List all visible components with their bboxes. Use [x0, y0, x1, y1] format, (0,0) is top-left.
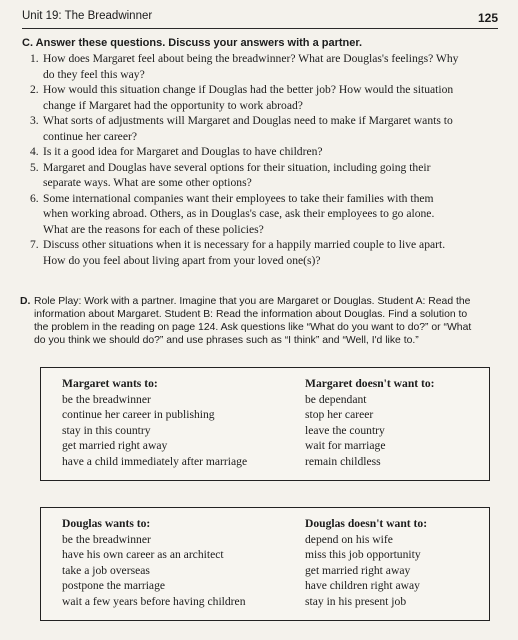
section-d-line: do you think we should do?” and use phrases such as “I think” and “Well, I'd like to.” — [34, 335, 419, 346]
question-list — [30, 51, 510, 268]
douglas-wants-column — [62, 516, 246, 610]
question-line: What sorts of adjustments will Margaret and Douglas need to make if Margaret wants to — [43, 114, 453, 127]
unit-title: Unit 19: The Breadwinner — [22, 10, 153, 22]
question-line: What are the reasons for each of these policies? — [43, 222, 264, 236]
question-number: 6. — [30, 191, 39, 205]
list-item: be dependant — [305, 392, 367, 406]
list-item: remain childless — [305, 454, 381, 468]
question-line: How would this situation change if Douglas had the better job? How would the situation — [43, 83, 454, 96]
question-item — [30, 113, 510, 144]
question-text — [43, 191, 510, 238]
list-item: get married right away — [305, 563, 411, 577]
list-item: be the breadwinner — [62, 392, 151, 406]
question-text — [43, 144, 510, 160]
question-line: continue her career? — [43, 129, 137, 143]
question-item — [30, 160, 510, 191]
question-line: when working abroad. Others, as in Douglas's case, ask their employees to go alone. — [43, 207, 435, 220]
question-number: 5. — [30, 160, 39, 174]
question-item — [30, 191, 510, 238]
section-d-line: the problem in the reading on page 124. Ask questions like “What do you want to do?” or “What — [34, 322, 472, 333]
list-item: leave the country — [305, 423, 385, 437]
question-number: 4. — [30, 145, 39, 158]
list-item: have his own career as an architect — [62, 548, 224, 562]
list-item: have children right away — [305, 579, 420, 593]
question-text — [43, 160, 510, 191]
question-item — [30, 237, 510, 268]
question-text — [43, 82, 510, 113]
question-line: Discuss other situations when it is necessary for a happily married couple to live apart. — [43, 238, 446, 251]
page-header — [22, 10, 498, 29]
list-item: have a child immediately after marriage — [62, 454, 248, 468]
question-line: Is it a good idea for Margaret and Douglas to have children? — [43, 145, 323, 158]
question-number: 3. — [30, 114, 39, 127]
question-text — [43, 113, 510, 144]
list-item: depend on his wife — [305, 532, 393, 546]
margaret-wants-heading: Margaret wants to: — [62, 377, 158, 390]
list-item: stay in his present job — [305, 594, 407, 608]
section-d-line: information about Margaret. Student B: Read the information about Douglas. Find a solution to — [34, 309, 468, 320]
section-c-instruction: Answer these questions. Discuss your answers with a partner. — [35, 37, 363, 49]
question-line: How does Margaret feel about being the breadwinner? What are Douglas's feelings? Why — [43, 52, 459, 65]
list-item: miss this job opportunity — [305, 548, 421, 562]
section-d-instructions — [20, 295, 500, 347]
question-line: Some international companies want their employees to take their families with them — [43, 191, 434, 205]
douglas-role-card — [40, 507, 490, 621]
question-line: change if Margaret had the opportunity to work abroad? — [43, 98, 303, 112]
question-number: 1. — [30, 52, 39, 65]
section-d-letter: D. — [20, 296, 31, 307]
list-item: take a job overseas — [62, 563, 150, 577]
douglas-doesnt-want-column — [305, 516, 427, 610]
question-text — [43, 51, 510, 82]
question-item — [30, 51, 510, 82]
question-line: separate ways. What are some other options? — [43, 176, 252, 189]
section-d-line — [20, 295, 500, 308]
question-number: 2. — [30, 83, 39, 96]
list-item: wait for marriage — [305, 439, 386, 453]
question-number: 7. — [30, 238, 39, 251]
margaret-wants-column — [62, 376, 247, 470]
list-item: postpone the marriage — [62, 579, 166, 593]
list-item: be the breadwinner — [62, 532, 151, 546]
list-item: stop her career — [305, 408, 374, 422]
douglas-wants-heading: Douglas wants to: — [62, 517, 151, 530]
section-c-letter: C. — [22, 37, 33, 49]
margaret-role-card — [40, 367, 490, 481]
question-text — [43, 237, 510, 268]
list-item: wait a few years before having children — [62, 594, 246, 608]
question-line: do they feel this way? — [43, 67, 145, 81]
section-c-heading — [22, 37, 362, 49]
list-item: continue her career in publishing — [62, 408, 215, 422]
question-line: Margaret and Douglas have several options for their situation, including going their — [43, 160, 431, 174]
page-number: 125 — [477, 11, 498, 25]
douglas-doesnt-want-heading: Douglas doesn't want to: — [305, 517, 428, 530]
question-item — [30, 144, 510, 160]
section-d-text: Role Play: Work with a partner. Imagine that you are Margaret or Douglas. Student A: Read the — [34, 296, 471, 307]
question-item — [30, 82, 510, 113]
list-item: stay in this country — [62, 423, 151, 437]
margaret-doesnt-want-column — [305, 376, 435, 470]
list-item: get married right away — [62, 439, 168, 453]
question-line: How do you feel about living apart from your loved one(s)? — [43, 253, 321, 267]
margaret-doesnt-want-heading: Margaret doesn't want to: — [305, 377, 435, 390]
